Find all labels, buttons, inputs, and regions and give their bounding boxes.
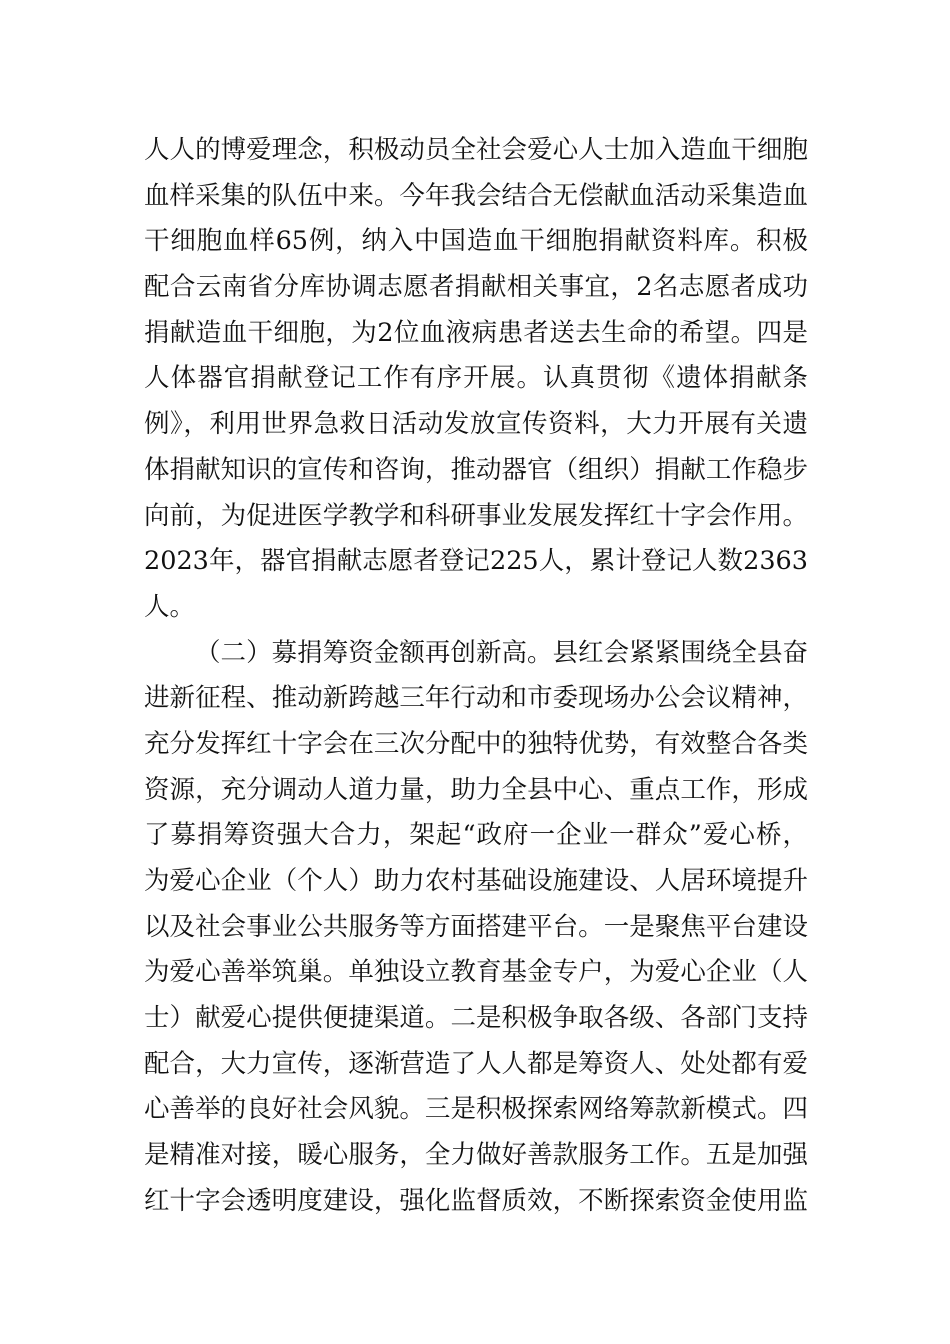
text-line: 配合云南省分库协调志愿者捐献相关事宜，2名志愿者成功: [144, 272, 808, 303]
document-body: [144, 128, 808, 1225]
text-line: 心善举的良好社会风貌。三是积极探索网络筹款新模式。四: [144, 1094, 808, 1125]
text-line: 为爱心善举筑巢。单独设立教育基金专户，为爱心企业（人: [144, 957, 808, 988]
paragraph-fundraising: [144, 631, 808, 1225]
paragraph-organ-donation: [144, 128, 808, 631]
section-heading-line: （二）募捐筹资金额再创新高。县红会紧紧围绕全县奋: [195, 637, 808, 668]
text-line: 红十字会透明度建设，强化监督质效，不断探索资金使用监: [144, 1185, 808, 1216]
text-line: 充分发挥红十字会在三次分配中的独特优势，有效整合各类: [144, 728, 808, 759]
text-line: 了募捐筹资强大合力，架起“政府一企业一群众”爱心桥，: [144, 820, 808, 851]
text-line: 资源，充分调动人道力量，助力全县中心、重点工作，形成: [144, 774, 808, 805]
text-line: 干细胞血样65例，纳入中国造血干细胞捐献资料库。积极: [144, 226, 808, 257]
text-line: 人人的博爱理念，积极动员全社会爱心人士加入造血干细胞: [144, 135, 808, 165]
text-line: 以及社会事业公共服务等方面搭建平台。一是聚焦平台建设: [144, 911, 808, 942]
text-line: 体捐献知识的宣传和咨询，推动器官（组织）捐献工作稳步: [144, 454, 808, 485]
text-line: 为爱心企业（个人）助力农村基础设施建设、人居环境提升: [144, 866, 808, 896]
text-line: 例》，利用世界急救日活动发放宣传资料，大力开展有关遗: [144, 409, 808, 440]
text-line: 人。: [144, 591, 196, 622]
text-line: 人体器官捐献登记工作有序开展。认真贯彻《遗体捐献条: [144, 363, 808, 394]
text-line: 配合，大力宣传，逐渐营造了人人都是筹资人、处处都有爱: [144, 1048, 808, 1079]
text-line: 向前，为促进医学教学和科研事业发展发挥红十字会作用。: [144, 500, 808, 531]
text-line: 进新征程、推动新跨越三年行动和市委现场办公会议精神，: [144, 683, 808, 714]
text-line: 捐献造血干细胞，为2位血液病患者送去生命的希望。四是: [144, 317, 808, 348]
text-line: 士）献爱心提供便捷渠道。二是积极争取各级、各部门支持: [144, 1003, 808, 1034]
text-line: 2023年，器官捐献志愿者登记225人，累计登记人数2363: [144, 546, 808, 577]
text-line: 血样采集的队伍中来。今年我会结合无偿献血活动采集造血: [144, 180, 808, 211]
text-line: 是精准对接，暖心服务，全力做好善款服务工作。五是加强: [144, 1140, 808, 1171]
